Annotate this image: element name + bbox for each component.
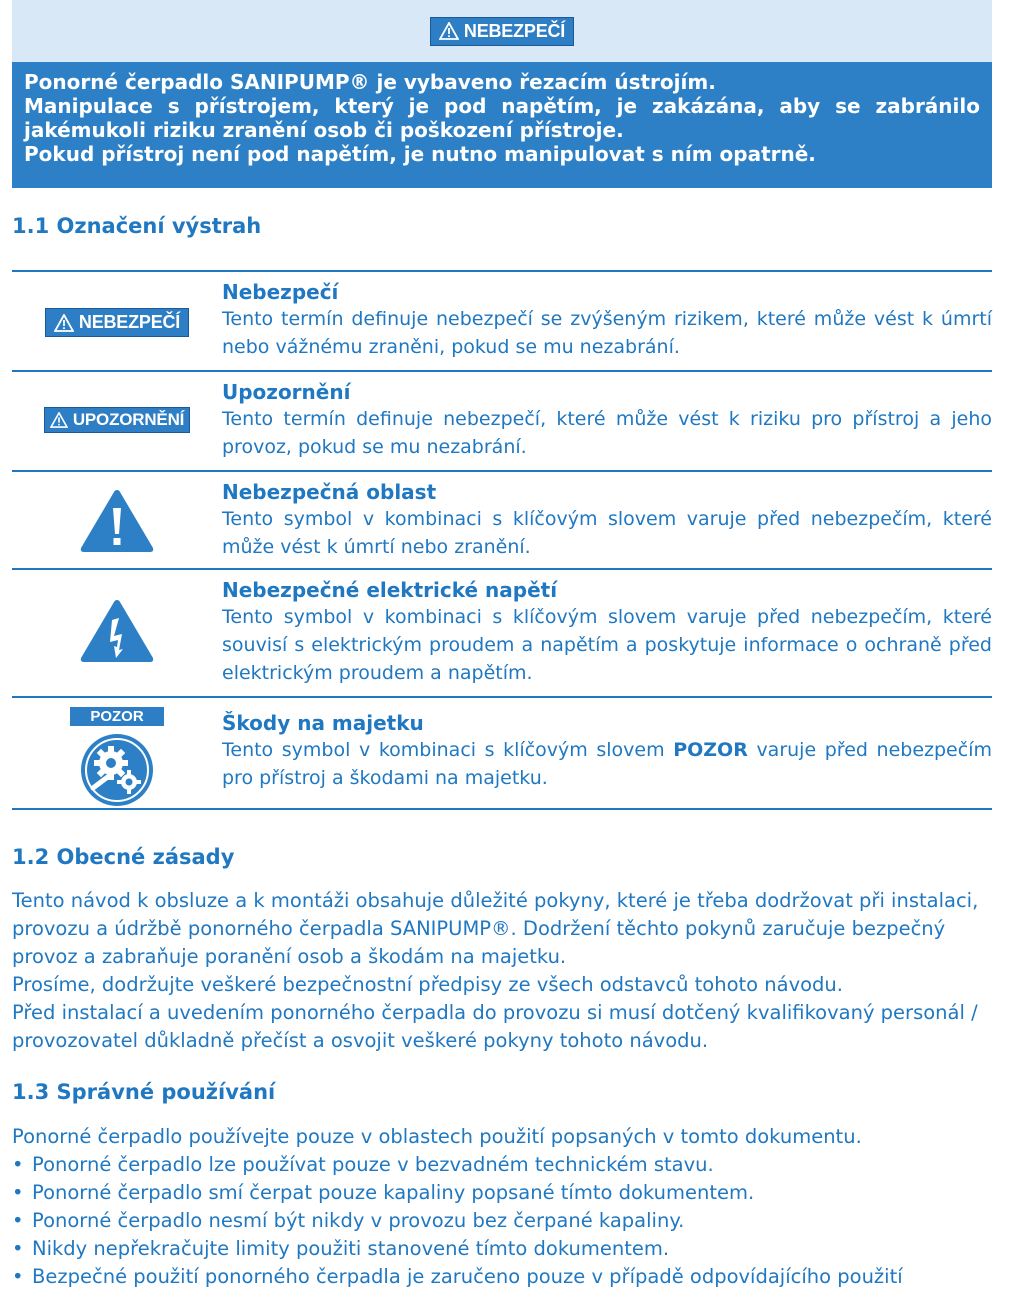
danger-header: [12, 0, 992, 62]
warning-title: Upozornění: [222, 380, 351, 404]
desc-part: Tento symbol v kombinaci s klíčovým slovem: [222, 739, 674, 761]
warning-row-text: [222, 698, 992, 808]
list-item: • Ponorné čerpadlo lze používat pouze v bezvadném technickém stavu.: [12, 1151, 992, 1179]
list-item: • Bezpečné použití ponorného čerpadla je zaručeno pouze v případě odpovídajícího použití: [12, 1263, 992, 1291]
warning-row-icon-cell: [12, 272, 222, 370]
section-1-3-intro: Ponorné čerpadlo používejte pouze v oblastech použití popsaných v tomto dokumentu.: [12, 1125, 862, 1148]
desc-part: varuje před nebezpečím pro přístroj a škodami na majetku.: [222, 739, 992, 789]
pozor-keyword: POZOR: [673, 739, 748, 761]
section-1-2-paragraph-3: Před instalací a uvedením ponorného čerpadla do provozu si musí dotčený kvalifikovaný personál / provozovatel důkladně přečíst a osvojit veškeré pokyny tohoto návodu.: [12, 1001, 978, 1052]
list-item: • Ponorné čerpadlo smí čerpat pouze kapaliny popsané tímto dokumentem.: [12, 1179, 992, 1207]
list-item: • Nikdy nepřekračujte limity použiti stanovené tímto dokumentem.: [12, 1235, 992, 1263]
warning-row-icon-cell: [12, 698, 222, 808]
warning-title: Nebezpečná oblast: [222, 480, 437, 504]
warning-description: [222, 736, 992, 792]
warning-triangle-small-icon: [50, 412, 68, 428]
section-1-2-paragraph-1: Tento návod k obsluze a k montáži obsahuje důležité pokyny, které je třeba dodržovat při instalaci, provozu a údržbě ponorného čerpadla SANIPUMP®. Dodržení těchto pokynů zaručuje bezpečný provoz a zabraňuje poranění osob a škodám na majetku.: [12, 889, 979, 968]
warning-row-upozorneni: [12, 372, 992, 472]
warning-title: Nebezpečné elektrické napětí: [222, 578, 558, 602]
pozor-badge: POZOR: [70, 707, 164, 726]
warning-title: Škody na majetku: [222, 711, 424, 735]
warning-description: Tento symbol v kombinaci s klíčovým slovem varuje před nebezpečím, které souvisí s elektrickým proudem a napětím a poskytuje informace o ochraně před elektrickým proudem a napětím.: [222, 606, 992, 684]
warning-row-text: [222, 570, 992, 696]
warning-description: Tento termín definuje nebezpečí, které může vést k riziku pro přístroj a jeho provoz, pokud se mu nezabrání.: [222, 408, 992, 458]
section-1-2-paragraph-2: Prosíme, dodržujte veškeré bezpečnostní předpisy ze všech odstavců tohoto návodu.: [12, 973, 843, 996]
warning-row-icon-cell: [12, 372, 222, 470]
warning-row-text: [222, 372, 992, 470]
upozorneni-badge: [44, 407, 190, 433]
danger-line-3: Pokud přístroj není pod napětím, je nutno manipulovat s ním opatrně.: [24, 142, 816, 166]
warning-triangle-small-icon: [439, 22, 459, 40]
danger-line-1: Ponorné čerpadlo SANIPUMP® je vybaveno řezacím ústrojím.: [24, 70, 716, 94]
nebezpeci-badge: [45, 308, 189, 337]
warning-row-icon-cell: [12, 570, 222, 696]
warning-row-property: [12, 698, 992, 810]
warning-description: Tento symbol v kombinaci s klíčovým slovem varuje před nebezpečím, které může vést k úmrtí nebo zranění.: [222, 508, 992, 558]
warning-triangle-small-icon: [54, 314, 74, 332]
danger-body: [12, 62, 992, 188]
warning-row-nebezpeci: [12, 272, 992, 372]
warning-row-text: [222, 272, 992, 370]
section-1-3-heading: 1.3 Správné používání: [12, 1080, 276, 1104]
section-1-3-bullet-list: [12, 1151, 992, 1291]
section-1-1-heading: 1.1 Označení výstrah: [12, 214, 262, 238]
badge-label: UPOZORNĚNÍ: [72, 410, 185, 429]
section-1-2-heading: 1.2 Obecné zásady: [12, 845, 235, 869]
danger-notice-box: [12, 0, 992, 188]
electric-hazard-icon: [79, 598, 155, 664]
warning-title: Nebezpečí: [222, 280, 339, 304]
danger-line-2: Manipulace s přístrojem, který je pod napětím, je zakázána, aby se zabránilo jakémukoli riziku zranění osob či poškození přístroje.: [24, 94, 980, 142]
warning-triangle-icon: [79, 488, 155, 554]
property-damage-gears-icon: [79, 732, 155, 808]
badge-label: NEBEZPEČÍ: [463, 20, 566, 41]
warning-row-danger-area: [12, 472, 992, 570]
warning-signs-table: [12, 270, 992, 810]
warning-description: Tento termín definuje nebezpečí se zvýšeným rizikem, které může vést k úmrtí nebo vážnému zraněni, pokud se mu nezabrání.: [222, 308, 992, 358]
warning-row-electric: [12, 570, 992, 698]
warning-row-icon-cell: [12, 472, 222, 568]
nebezpeci-badge: [430, 17, 574, 46]
badge-label: NEBEZPEČÍ: [78, 312, 181, 332]
warning-row-text: [222, 472, 992, 568]
list-item: • Ponorné čerpadlo nesmí být nikdy v provozu bez čerpané kapaliny.: [12, 1207, 992, 1235]
